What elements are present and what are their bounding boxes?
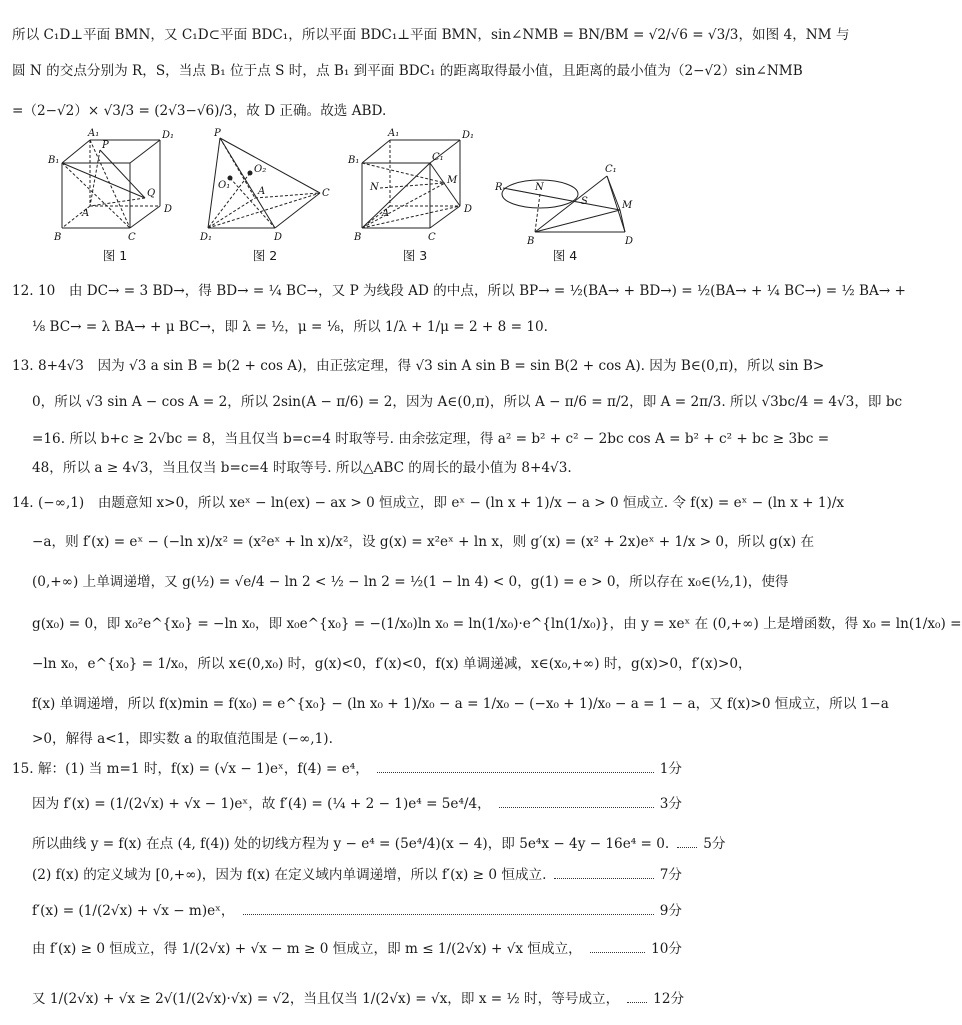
- figure-2: [200, 128, 330, 263]
- fig-label: A: [258, 186, 266, 197]
- fig-label: B: [527, 236, 535, 247]
- q13-line: 0，所以 √3 sin A − cos A = 2，所以 2sin(A − π/6) = 2，因为 A∈(0,π)，所以 A − π/6 = π/2，即 A = 2π/3. 所以 √3bc/4 = 4√3，即 bc: [32, 394, 903, 410]
- q12-line: 12. 10 由 DC→ = 3 BD→，得 BD→ = ¼ BC→，又 P 为线段 AD 的中点，所以 BP→ = ½(BA→ + BD→) = ½(BA→ + ¼ BC→) = ½ BA→ +: [12, 283, 906, 299]
- fig-label: B₁: [48, 155, 60, 166]
- fig-label: D: [164, 204, 173, 215]
- q14-line: f(x) 单调递增，所以 f(x)min = f(x₀) = e^{x₀} − (ln x₀ + 1)/x₀ − a = 1/x₀ − (−x₀ + 1)/x₀ − a = 1 − a，又 f(x)>0 恒成立，所以 1−a: [32, 696, 889, 712]
- q15-step-text: 所以曲线 y = f(x) 在点 (4, f(4)) 处的切线方程为 y − e⁴ = (5e⁴/4)(x − 4)，即 5e⁴x − 4y − 16e⁴ = 0.: [32, 836, 670, 852]
- text-line: =（2−√2）× √3/3 = (2√3−√6)/3，故 D 正确。故选 ABD.: [12, 103, 387, 119]
- fig-label: S: [581, 196, 588, 207]
- q14-line: 14. (−∞,1) 由题意知 x>0，所以 xeˣ − ln(ex) − ax > 0 恒成立，即 eˣ − (ln x + 1)/x − a > 0 恒成立. 令 f(x) = eˣ − (ln x + 1)/x: [12, 495, 845, 511]
- fig-label: M: [622, 200, 633, 211]
- q13-line: 48，所以 a ≥ 4√3，当且仅当 b=c=4 时取等号. 所以△ABC 的周长的最小值为 8+4√3.: [32, 460, 572, 476]
- fig-label: D₁: [200, 232, 213, 243]
- fig-label: B₁: [348, 155, 360, 166]
- figure-1: [40, 128, 180, 263]
- q15-step: [32, 990, 685, 1008]
- figure-caption: 图 1: [102, 248, 128, 263]
- fig-label: P: [214, 128, 221, 139]
- fig-label: N: [535, 182, 544, 193]
- leader-dots: [627, 1002, 647, 1003]
- score-label: 1分: [659, 761, 682, 777]
- q12-line: ⅛ BC→ = λ BA→ + μ BC→，即 λ = ½，μ = ⅛，所以 1/λ + 1/μ = 2 + 8 = 10.: [32, 319, 548, 335]
- q13-line: 13. 8+4√3 因为 √3 a sin B = b(2 + cos A)，由正弦定理，得 √3 sin A sin B = sin B(2 + cos A). 因为 B∈(0,π)，所以 sin B>: [12, 358, 825, 374]
- fig-label: A: [382, 208, 390, 219]
- figure-3: [340, 128, 480, 263]
- leader-dots: [554, 878, 653, 879]
- q14-line: (0,+∞) 上单调递增，又 g(½) = √e/4 − ln 2 < ½ − ln 2 = ½(1 − ln 4) < 0，g(1) = e > 0，所以存在 x₀∈(½,1)，使得: [32, 574, 789, 590]
- q14-line: g(x₀) = 0，即 x₀²e^{x₀} = −ln x₀，即 x₀e^{x₀} = −(1/x₀)ln x₀ = ln(1/x₀)·e^{ln(1/x₀)}，由 y = xeˣ 在 (0,+∞) 上是增函数，得 x₀ = ln(1/x₀) =: [32, 616, 962, 632]
- q15-step: [32, 866, 682, 884]
- fig-label: O₂: [254, 164, 267, 175]
- fig-label: N: [370, 182, 379, 193]
- score-label: 3分: [659, 796, 682, 812]
- leader-dots: [590, 952, 645, 953]
- q15-step-text: f′(x) = (1/(2√x) + √x − m)eˣ，: [32, 903, 235, 919]
- text-line: 圆 N 的交点分别为 R，S，当点 B₁ 位于点 S 时，点 B₁ 到平面 BDC₁ 的距离取得最小值，且距离的最小值为（2−√2）sin∠NMB: [12, 63, 803, 79]
- score-label: 9分: [659, 903, 682, 919]
- q15-step: [12, 760, 682, 778]
- fig-label: C: [322, 188, 330, 199]
- fig-label: P: [102, 140, 109, 151]
- q15-step: [32, 902, 682, 920]
- score-label: 10分: [651, 941, 682, 957]
- figure-caption: 图 4: [552, 248, 578, 263]
- score-label: 5分: [703, 836, 726, 852]
- fig-label: O₁: [218, 180, 231, 191]
- score-label: 7分: [659, 867, 682, 883]
- leader-dots: [677, 847, 697, 848]
- figures-row: [40, 128, 660, 268]
- fig-label: M: [447, 175, 458, 186]
- fig-label: A₁: [88, 128, 100, 139]
- q15-step-text: 由 f′(x) ≥ 0 恒成立，得 1/(2√x) + √x − m ≥ 0 恒成立，即 m ≤ 1/(2√x) + √x 恒成立，: [32, 941, 582, 957]
- fig-label: C₁: [432, 152, 444, 163]
- fig-label: C: [128, 232, 136, 243]
- fig-label: D: [274, 232, 283, 243]
- fig-label: D₁: [162, 130, 175, 141]
- fig-label: C: [428, 232, 436, 243]
- fig-label: Q: [147, 188, 156, 199]
- fig-label: B: [54, 232, 62, 243]
- leader-dots: [243, 914, 654, 915]
- fig-label: D: [625, 236, 634, 247]
- q14-line: >0，解得 a<1，即实数 a 的取值范围是 (−∞,1).: [32, 731, 333, 747]
- q15-step-text: 因为 f′(x) = (1/(2√x) + √x − 1)eˣ，故 f′(4) = (¼ + 2 − 1)e⁴ = 5e⁴/4，: [32, 796, 491, 812]
- q15-step-text: 又 1/(2√x) + √x ≥ 2√(1/(2√x)·√x) = √2，当且仅当 1/(2√x) = √x，即 x = ½ 时，等号成立，: [32, 991, 620, 1007]
- fig-label: D: [464, 204, 473, 215]
- fig-label: A: [82, 208, 90, 219]
- q13-line: =16. 所以 b+c ≥ 2√bc = 8，当且仅当 b=c=4 时取等号. 由余弦定理，得 a² = b² + c² − 2bc cos A = b² + c² + bc ≥ 3bc =: [32, 431, 830, 447]
- q14-line: −a，则 f′(x) = eˣ − (−ln x)/x² = (x²eˣ + ln x)/x²，设 g(x) = x²eˣ + ln x，则 g′(x) = (x² + 2x)eˣ + 1/x > 0，所以 g(x) 在: [32, 534, 815, 550]
- figure-4: [495, 128, 645, 263]
- fig-label: C₁: [605, 164, 617, 175]
- fig-label: R: [495, 182, 503, 193]
- q15-step: [32, 940, 682, 958]
- fig-label: B: [354, 232, 362, 243]
- leader-dots: [499, 807, 654, 808]
- figure-caption: 图 3: [402, 248, 428, 263]
- q14-line: −ln x₀，e^{x₀} = 1/x₀，所以 x∈(0,x₀) 时，g(x)<0，f′(x)<0，f(x) 单调递减，x∈(x₀,+∞) 时，g(x)>0，f′(x)>0，: [32, 656, 752, 672]
- text-line: 所以 C₁D⊥平面 BMN，又 C₁D⊂平面 BDC₁，所以平面 BDC₁⊥平面 BMN，sin∠NMB = BN/BM = √2/√6 = √3/3，如图 4，NM 与: [12, 27, 850, 43]
- q15-step: [32, 835, 726, 853]
- figure-caption: 图 2: [252, 248, 278, 263]
- q15-step-text: 15. 解：(1) 当 m=1 时，f(x) = (√x − 1)eˣ，f(4) = e⁴，: [12, 761, 369, 777]
- score-label: 12分: [653, 991, 685, 1007]
- q15-step-text: (2) f(x) 的定义域为 [0,+∞)，因为 f(x) 在定义域内单调递增，所以 f′(x) ≥ 0 恒成立.: [32, 867, 547, 883]
- fig-label: D₁: [462, 130, 475, 141]
- q15-step: [32, 795, 682, 813]
- fig-label: A₁: [388, 128, 400, 139]
- leader-dots: [377, 772, 654, 773]
